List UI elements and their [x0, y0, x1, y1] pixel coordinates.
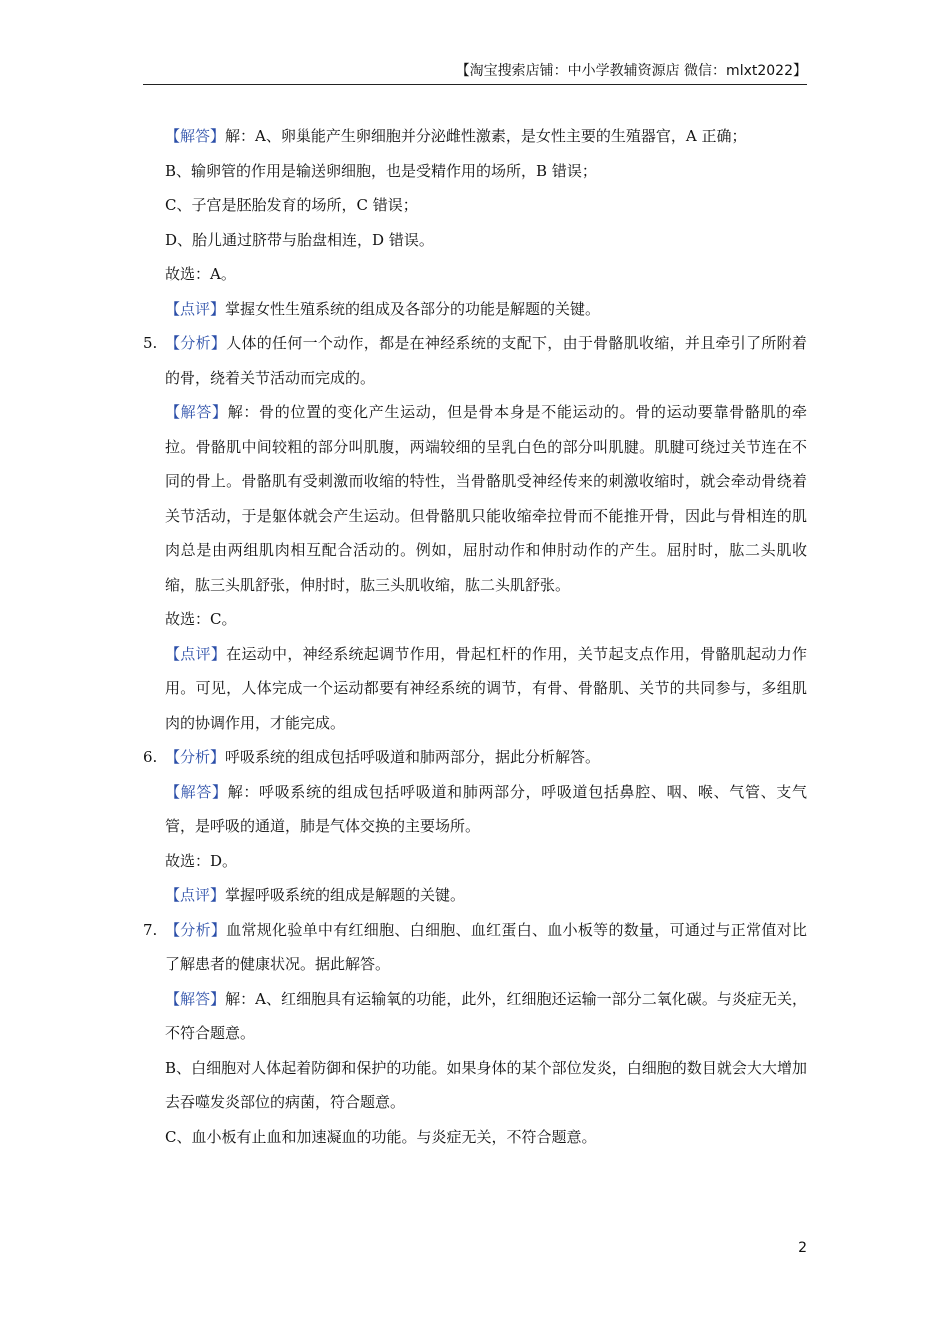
q7-number: 7.	[143, 920, 158, 939]
q7-option-b: B、白细胞对人体起着防御和保护的功能。如果身体的某个部位发炎，白细胞的数目就会大大增加去吞噬发炎部位的病菌，符合题意。	[165, 1058, 807, 1111]
q6-comment-text: 掌握呼吸系统的组成是解题的关键。	[225, 886, 466, 904]
q6-answer-text: 解：呼吸系统的组成包括呼吸道和肺两部分，呼吸道包括鼻腔、咽、喉、气管、支气管，是呼吸的通道，肺是气体交换的主要场所。	[165, 782, 807, 835]
comment-tag: 【点评】	[165, 644, 227, 663]
q4-answer-line1: 解：A、卵巢能产生卵细胞并分泌雌性激素，是女性主要的生殖器官，A 正确；	[225, 127, 747, 145]
q5-answer	[143, 395, 807, 602]
comment-tag: 【点评】	[165, 299, 226, 318]
document-body	[143, 119, 807, 1154]
q4-comment-text: 掌握女性生殖系统的组成及各部分的功能是解题的关键。	[225, 299, 601, 318]
q6-choice: 故选：D。	[165, 851, 238, 870]
analysis-tag: 【分析】	[165, 334, 227, 352]
q6-comment	[143, 878, 807, 913]
q6-answer	[143, 775, 807, 844]
q7-answer	[143, 982, 807, 1051]
analysis-tag: 【分析】	[165, 920, 227, 939]
q4-answer-line2: B、输卵管的作用是输送卵细胞，也是受精作用的场所，B 错误；	[165, 161, 597, 180]
q6-number: 6.	[143, 748, 158, 766]
page-number: 2	[798, 1240, 807, 1256]
q5-comment	[143, 637, 807, 741]
page-header: 【淘宝搜索店铺：中小学教辅资源店 微信：mlxt2022】	[455, 63, 807, 79]
q4-choice: 故选：A。	[165, 265, 236, 283]
q5-number: 5.	[143, 334, 158, 352]
answer-tag: 【解答】	[165, 403, 228, 421]
answer-tag: 【解答】	[165, 989, 226, 1008]
q7-answer-text: 解：A、红细胞具有运输氧的功能，此外，红细胞还运输一部分二氧化碳。与炎症无关，不符合题意。	[165, 989, 807, 1042]
answer-tag: 【解答】	[165, 782, 228, 801]
q6-analysis	[143, 740, 807, 775]
q5-comment-text: 在运动中，神经系统起调节作用，骨起杠杆的作用，关节起支点作用，骨骼肌起动力作用。可见，人体完成一个运动都要有神经系统的调节，有骨、骨骼肌、关节的共同参与，多组肌肉的协调作用，才能完成。	[165, 644, 807, 732]
q7-option-c: C、血小板有止血和加速凝血的功能。与炎症无关，不符合题意。	[165, 1127, 597, 1146]
q5-answer-text: 解：骨的位置的变化产生运动，但是骨本身是不能运动的。骨的运动要靠骨骼肌的牵拉。骨骼肌中间较粗的部分叫肌腹，两端较细的呈乳白色的部分叫肌腱。肌腱可绕过关节连在不同的骨上。骨骼肌有受刺激而收缩的特性，当骨骼肌受神经传来的刺激收缩时，就会牵动骨绕着关节活动，于是躯体就会产生运动。但骨骼肌只能收缩牵拉骨而不能推开骨，因此与骨相连的肌肉总是由两组肌肉相互配合活动的。例如，屈肘动作和伸肘动作的产生。屈肘时，肱二头肌收缩，肱三头肌舒张，伸肘时，肱三头肌收缩，肱二头肌舒张。	[165, 403, 807, 594]
q5-analysis-text: 人体的任何一个动作，都是在神经系统的支配下，由于骨骼肌收缩，并且牵引了所附着的骨，绕着关节活动而完成的。	[165, 334, 807, 387]
q5-choice: 故选：C。	[165, 610, 237, 628]
analysis-tag: 【分析】	[165, 748, 226, 766]
header-rule	[143, 84, 807, 85]
q5-analysis	[143, 326, 807, 395]
q4-answer-line4: D、胎儿通过脐带与胎盘相连，D 错误。	[165, 230, 434, 249]
answer-tag: 【解答】	[165, 127, 226, 145]
q6-analysis-text: 呼吸系统的组成包括呼吸道和肺两部分，据此分析解答。	[225, 748, 601, 766]
q4-answer	[143, 119, 807, 154]
q4-answer-line3: C、子宫是胚胎发育的场所，C 错误；	[165, 196, 418, 214]
comment-tag: 【点评】	[165, 886, 226, 904]
q4-comment	[143, 292, 807, 327]
q7-analysis	[143, 913, 807, 982]
q7-analysis-text: 血常规化验单中有红细胞、白细胞、血红蛋白、血小板等的数量，可通过与正常值对比了解患者的健康状况。据此解答。	[165, 920, 807, 973]
